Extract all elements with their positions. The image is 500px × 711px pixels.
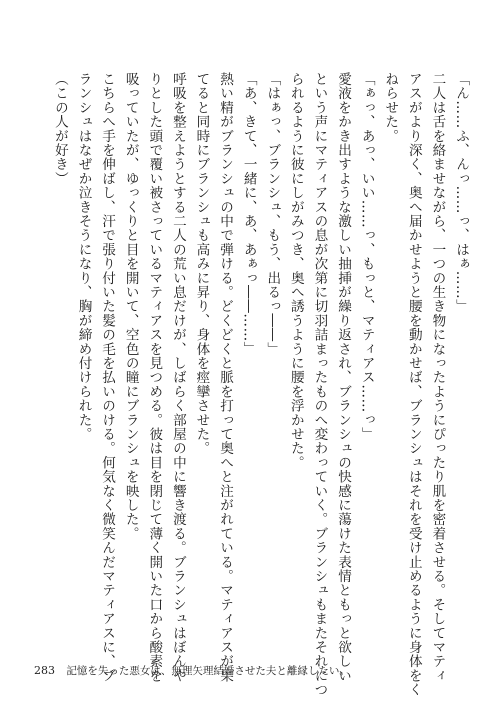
text-line: りとした頭で覆い被さっているマティアスを見つめる。彼は目を閉じて薄く開いた口から酸素を	[146, 72, 163, 683]
text-line: ランシュはなぜか泣きそうになり、胸が締め付けられた。	[75, 72, 92, 442]
text-line: 呼吸を整えようとする二人の荒い息だけが、しばらく部屋の中に響き渡る。ブランシュはぼんや	[169, 72, 186, 683]
text-line: 愛液をかき出すような激しい抽挿が繰り返され、ブランシュの快感に蕩けた表情ともっと欲しい	[335, 72, 352, 683]
text-line: 二人は舌を絡ませながら、一つの生き物になったようにぴったり肌を密着させる。そしてマティ	[429, 72, 446, 683]
page-number: 283	[34, 664, 55, 677]
running-title: 記憶を失った悪女は、無理矢理結婚させた夫と離縁したい。	[66, 665, 350, 677]
text-line: という声にマティアスの息が次第に切羽詰まったものへ変わっていく。ブランシュもまたそれにつ	[311, 72, 328, 697]
text-line: 「ん……ふ、んっ……っ、はぁ……」	[453, 72, 469, 314]
text-line: 熱い精がブランシュの中で弾ける。どくどくと脈を打って奥へと注がれている。マティアスが果	[217, 72, 234, 683]
text-line: アスがより深く、奥へ届かせようと腰を動かせば、ブランシュはそれを受け止めるように身体をく	[405, 72, 422, 697]
text-line: 吸っていたが、ゆっくりと目を開いて、空色の瞳にブランシュを映した。	[122, 72, 139, 541]
text-line: ねらせた。	[382, 72, 399, 143]
text-line: 「あ、きて、一緒に、あ、あぁっ――……」	[240, 72, 257, 356]
text-line: 「はぁっ、ブランシュ、もう、出るっ――」	[264, 72, 281, 356]
text-line: こちらへ手を伸ばし、汗で張り付いた髪の毛を払いのける。何気なく微笑んだマティアスに、ブ	[99, 72, 116, 683]
page-footer	[34, 663, 350, 678]
text-line: てると同時にブランシュも高みに昇り、身体を痙攣させた。	[193, 72, 210, 456]
text-line: られるように彼にしがみつき、奥へ誘うように腰を浮かせた。	[287, 72, 304, 470]
text-line: 「ぁっ、あっ、いい……っ、もっと、マティアス……っ」	[358, 72, 375, 442]
text-line: （この人が好き）	[51, 72, 68, 186]
